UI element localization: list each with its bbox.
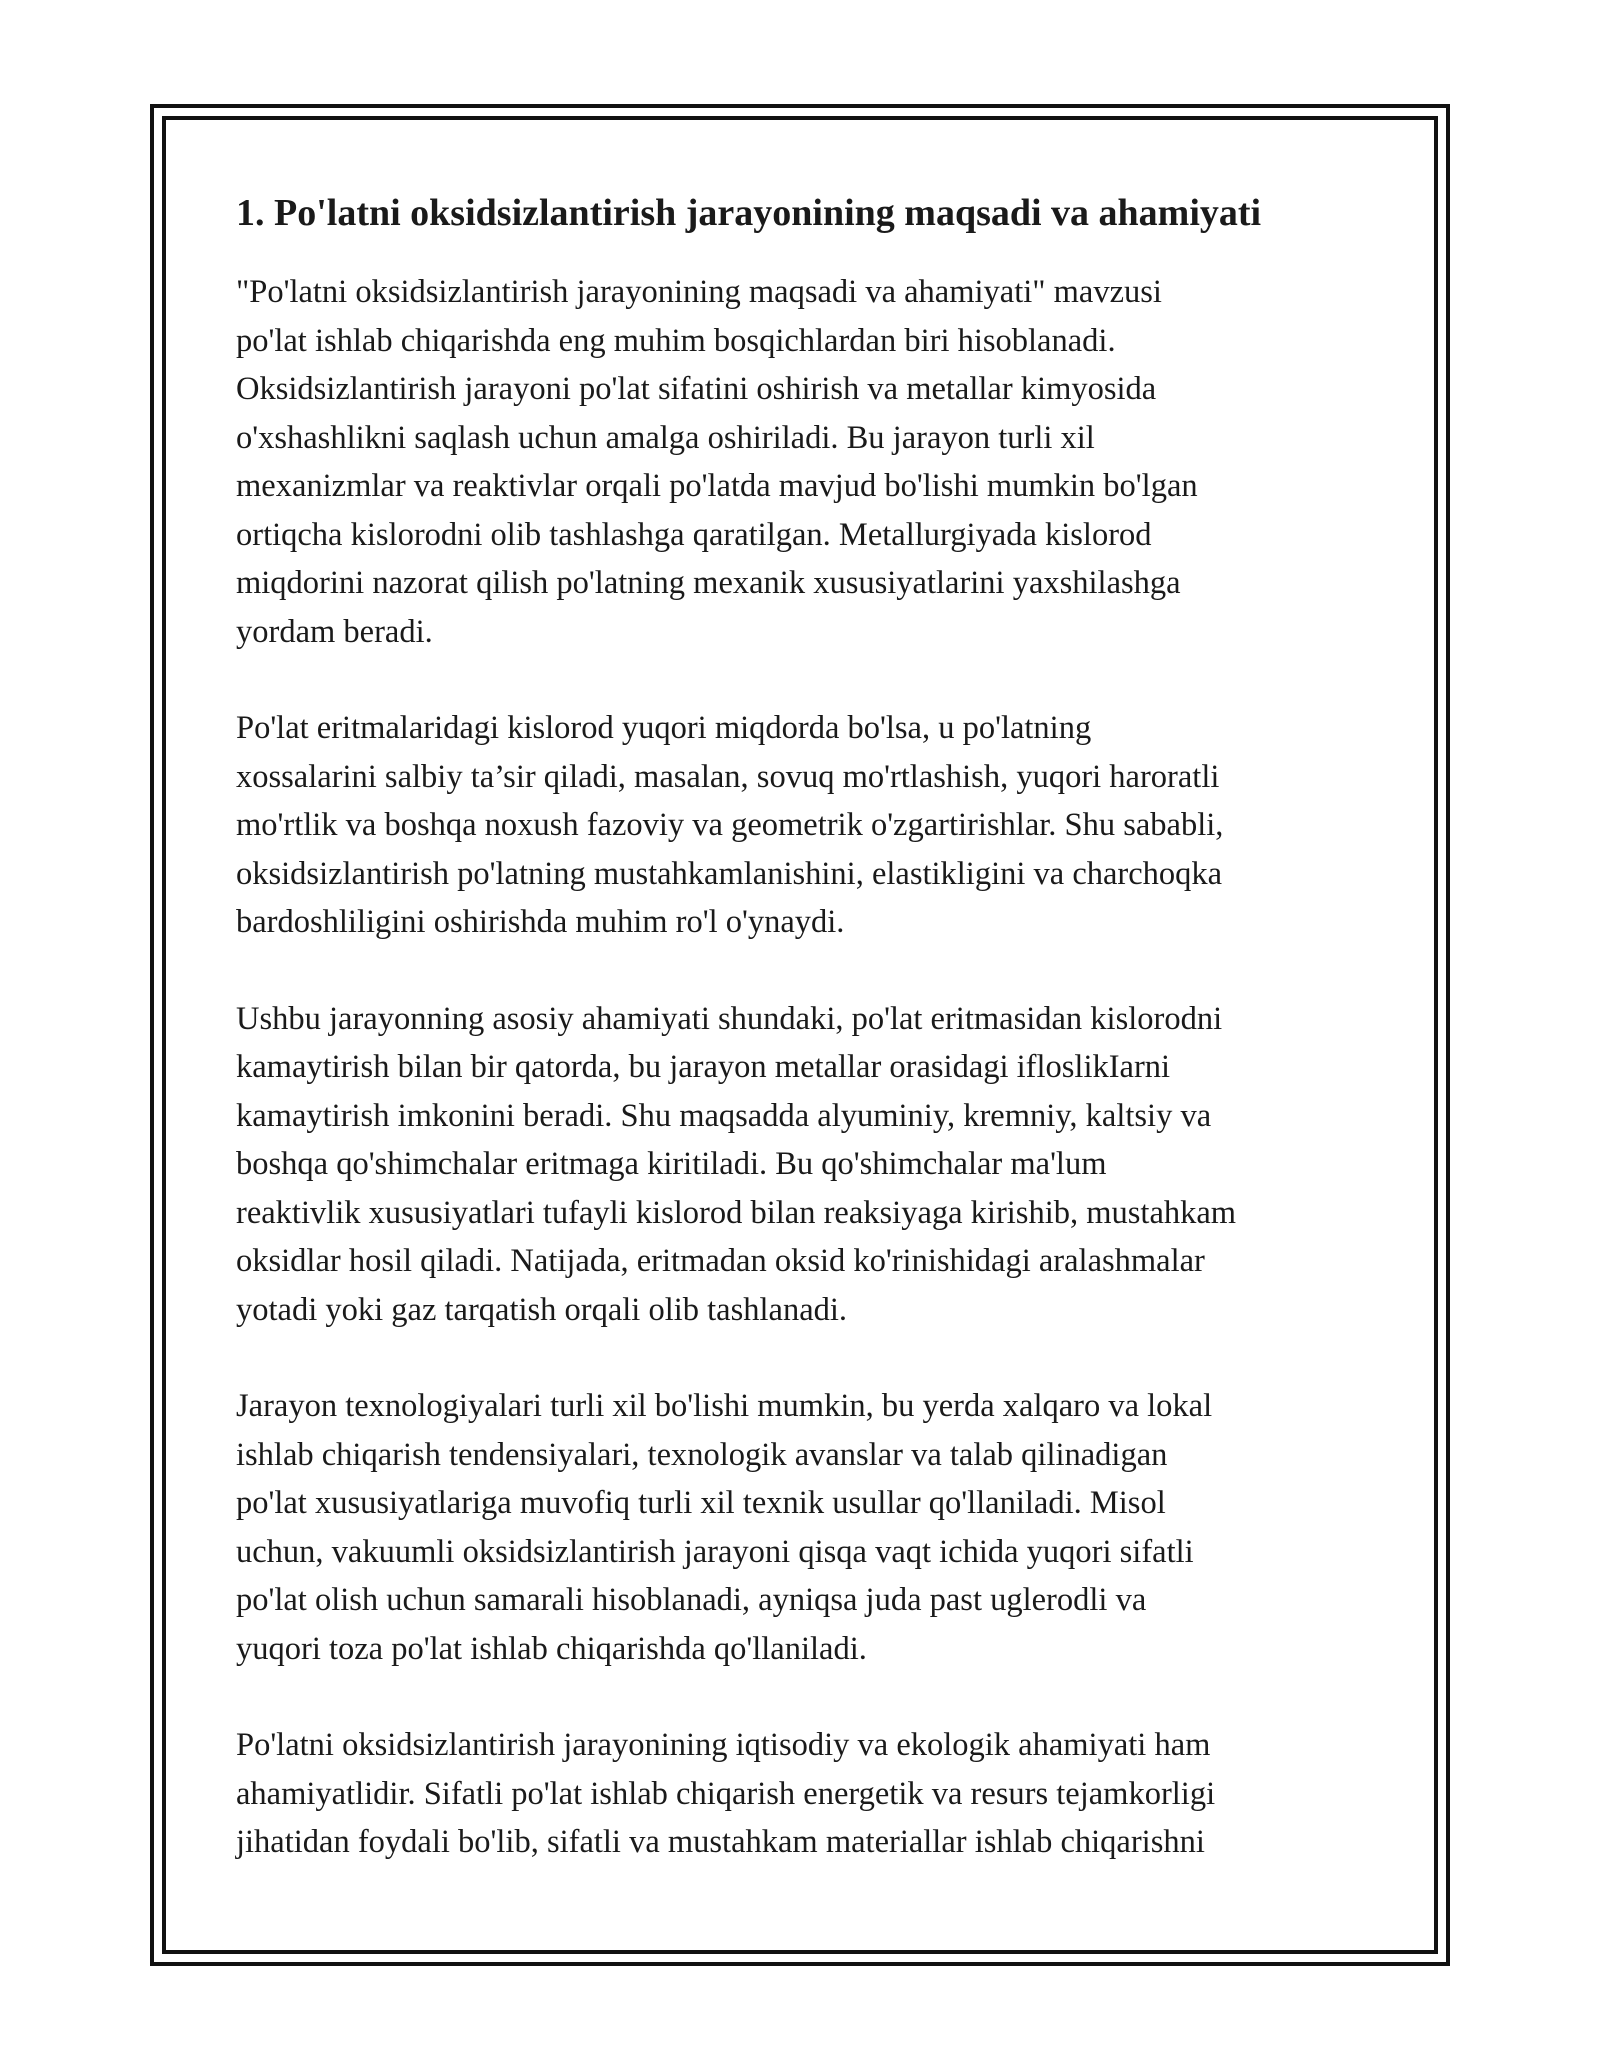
section-heading: 1. Po'latni oksidsizlantirish jarayonining maqsadi va ahamiyati: [236, 192, 1262, 234]
text-line: reaktivlik xususiyatlari tufayli kislorod bilan reaksiyaga kirishib, mustahkam: [236, 1194, 1237, 1231]
text-line: jihatidan foydali bo'lib, sifatli va mustahkam materiallar ishlab chiqarishni: [236, 1824, 1205, 1860]
text-line: Oksidsizlantirish jarayoni po'lat sifatini oshirish va metallar kimyosida: [236, 371, 1157, 407]
text-line: yuqori toza po'lat ishlab chiqarishda qo'llaniladi.: [236, 1630, 867, 1667]
text-line: uchun, vakuumli oksidsizlantirish jarayoni qisqa vaqt ichida yuqori sifatli: [236, 1533, 1194, 1570]
text-line: Jarayon texnologiyalari turli xil bo'lishi mumkin, bu yerda xalqaro va lokal: [236, 1388, 1213, 1424]
text-line: miqdorini nazorat qilish po'latning mexanik xususiyatlarini yaxshilashga: [236, 565, 1181, 601]
text-line: kamaytirish bilan bir qatorda, bu jarayon metallar orasidagi ifloslikIarni: [236, 1049, 1171, 1085]
text-line: oksidlar hosil qiladi. Natijada, eritmadan oksid ko'rinishidagi aralashmalar: [236, 1243, 1205, 1279]
text-line: ishlab chiqarish tendensiyalari, texnologik avanslar va talab qilinadigan: [236, 1436, 1168, 1473]
text-line: yotadi yoki gaz tarqatish orqali olib tashlanadi.: [236, 1291, 848, 1328]
text-line: po'lat olish uchun samarali hisoblanadi, ayniqsa juda past uglerodli va: [236, 1582, 1147, 1618]
text-line: Po'lat eritmalaridagi kislorod yuqori miqdorda bo'lsa, u po'latning: [236, 710, 1092, 746]
text-line: po'lat xususiyatlariga muvofiq turli xil texnik usullar qo'llaniladi. Misol: [236, 1485, 1166, 1521]
paragraph-5: [236, 1721, 1376, 1867]
text-line: Po'latni oksidsizlantirish jarayonining iqtisodiy va ekologik ahamiyati ham: [236, 1727, 1211, 1763]
text-line: kamaytirish imkonini beradi. Shu maqsadda alyuminiy, kremniy, kaltsiy va: [236, 1097, 1212, 1134]
text-line: bardoshliligini oshirishda muhim ro'l o'ynaydi.: [236, 904, 845, 940]
text-line: mexanizmlar va reaktivlar orqali po'latda mavjud bo'lishi mumkin bo'lgan: [236, 468, 1198, 504]
text-line: yordam beradi.: [236, 613, 433, 650]
paragraph-2: [236, 704, 1376, 947]
text-line: ahamiyatlidir. Sifatli po'lat ishlab chiqarish energetik va resurs tejamkorligi: [236, 1775, 1216, 1812]
text-line: oksidsizlantirish po'latning mustahkamlanishini, elastikligini va charchoqka: [236, 855, 1223, 892]
text-line: po'lat ishlab chiqarishda eng muhim bosqichlardan biri hisoblanadi.: [236, 322, 1116, 359]
paragraph-3: [236, 995, 1376, 1335]
document-body: [236, 188, 1376, 1915]
text-line: o'xshashlikni saqlash uchun amalga oshiriladi. Bu jarayon turli xil: [236, 419, 1095, 456]
text-line: Ushbu jarayonning asosiy ahamiyati shundaki, po'lat eritmasidan kislorodni: [236, 1000, 1223, 1037]
text-line: xossalarini salbiy ta’sir qiladi, masalan, sovuq mo'rtlashish, yuqori haroratli: [236, 758, 1220, 795]
text-line: boshqa qo'shimchalar eritmaga kiritiladi. Bu qo'shimchalar ma'lum: [236, 1146, 1107, 1182]
paragraph-1: [236, 268, 1376, 656]
text-line: ortiqcha kislorodni olib tashlashga qaratilgan. Metallurgiyada kislorod: [236, 516, 1152, 553]
text-line: "Po'latni oksidsizlantirish jarayonining maqsadi va ahamiyati" mavzusi: [236, 274, 1162, 310]
text-line: mo'rtlik va boshqa noxush fazoviy va geometrik o'zgartirishlar. Shu sababli,: [236, 807, 1224, 843]
paragraph-4: [236, 1382, 1376, 1673]
